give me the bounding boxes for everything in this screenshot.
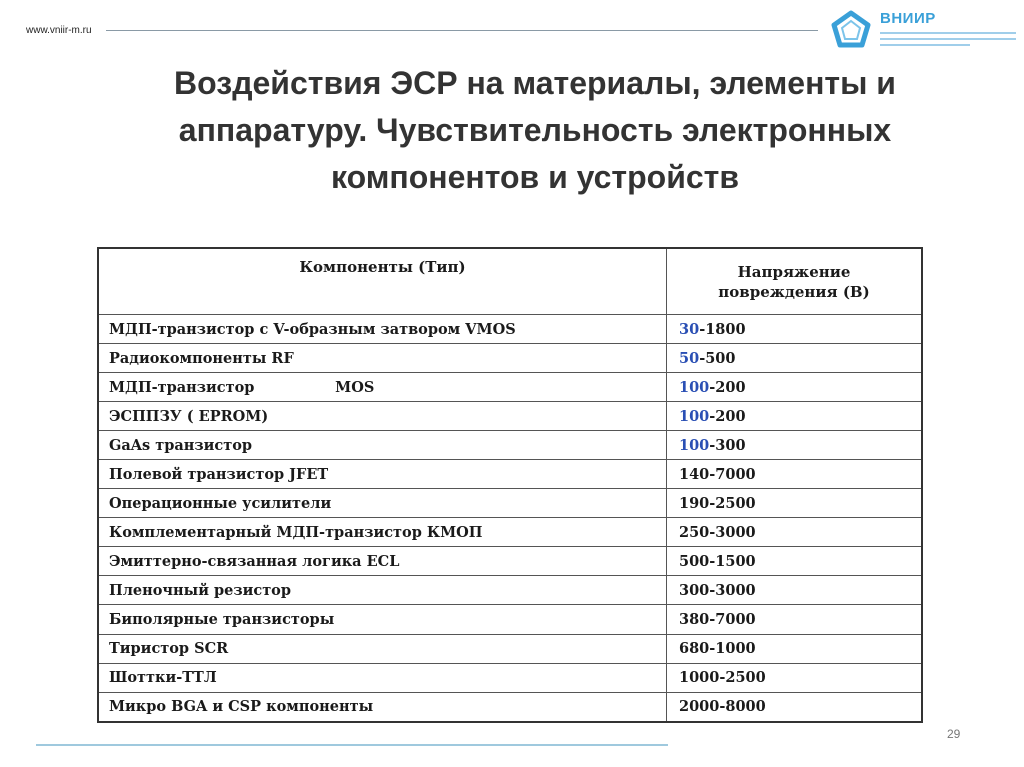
voltage-cell	[667, 692, 923, 722]
voltage-cell	[667, 489, 923, 518]
voltage-cell	[667, 547, 923, 576]
component-cell: GaAs транзистор	[98, 431, 667, 460]
component-cell: Микро BGA и CSP компоненты	[98, 692, 667, 722]
voltage-range: -200	[709, 378, 746, 396]
table-row	[98, 344, 922, 373]
header-divider	[106, 30, 818, 31]
voltage-cell	[667, 402, 923, 431]
voltage-cell	[667, 634, 923, 663]
voltage-min: 50	[679, 349, 700, 367]
logo-tagline-line	[880, 44, 970, 46]
voltage-range: 2000-8000	[679, 698, 766, 716]
component-cell: Эмиттерно-связанная логика ECL	[98, 547, 667, 576]
component-cell: Пленочный резистор	[98, 576, 667, 605]
table-row	[98, 518, 922, 547]
component-cell: Шоттки-ТТЛ	[98, 663, 667, 692]
header-voltage-line: Напряжение	[737, 262, 851, 281]
table-row	[98, 576, 922, 605]
logo-name: ВНИИР	[880, 10, 936, 27]
voltage-range: 1000-2500	[679, 669, 766, 687]
slide-title	[120, 60, 950, 201]
table-row	[98, 663, 922, 692]
voltage-cell	[667, 576, 923, 605]
logo-tagline-line	[880, 32, 1016, 34]
voltage-range: 300-3000	[679, 581, 756, 599]
voltage-range: 500-1500	[679, 552, 756, 570]
component-cell: МДП-транзистор MOS	[98, 373, 667, 402]
data-table	[97, 247, 923, 723]
voltage-cell	[667, 431, 923, 460]
header-voltage	[667, 248, 923, 315]
component-cell: Полевой транзистор JFET	[98, 460, 667, 489]
voltage-cell	[667, 344, 923, 373]
voltage-cell	[667, 373, 923, 402]
site-url[interactable]: www.vniir-m.ru	[26, 25, 92, 36]
voltage-range: -1800	[699, 320, 746, 338]
table-row	[98, 605, 922, 634]
voltage-cell	[667, 460, 923, 489]
voltage-range: 190-2500	[679, 494, 756, 512]
voltage-range: -200	[709, 407, 746, 425]
table-row	[98, 402, 922, 431]
voltage-min: 100	[679, 407, 710, 425]
table-row	[98, 460, 922, 489]
component-cell: Радиокомпоненты RF	[98, 344, 667, 373]
component-cell: ЭСППЗУ ( EPROM)	[98, 402, 667, 431]
table-row	[98, 489, 922, 518]
component-cell: Тиристор SCR	[98, 634, 667, 663]
voltage-min: 30	[679, 320, 700, 338]
component-cell: Комплементарный МДП-транзистор КМОП	[98, 518, 667, 547]
table-row	[98, 634, 922, 663]
table-row	[98, 547, 922, 576]
table-row	[98, 315, 922, 344]
logo-tagline-line	[880, 38, 1016, 40]
table-row	[98, 692, 922, 722]
voltage-cell	[667, 315, 923, 344]
vniir-logo	[828, 8, 1018, 54]
esd-sensitivity-table	[97, 247, 923, 723]
title-line: Воздействия ЭСР на материалы, элементы и	[174, 65, 896, 101]
component-cell: Операционные усилители	[98, 489, 667, 518]
page-number: 29	[947, 727, 961, 741]
voltage-min: 100	[679, 378, 710, 396]
voltage-range: -500	[699, 349, 736, 367]
voltage-range: 380-7000	[679, 610, 756, 628]
component-cell: Биполярные транзисторы	[98, 605, 667, 634]
table-header-row	[98, 248, 922, 315]
footer-divider	[36, 744, 668, 746]
component-cell: МДП-транзистор с V-образным затвором VMOS	[98, 315, 667, 344]
title-line: компонентов и устройств	[330, 159, 739, 195]
table-row	[98, 373, 922, 402]
voltage-range: -300	[709, 436, 746, 454]
logo-emblem-icon	[828, 8, 874, 54]
table-row	[98, 431, 922, 460]
voltage-min: 100	[679, 436, 710, 454]
voltage-range: 140-7000	[679, 465, 756, 483]
voltage-range: 680-1000	[679, 640, 756, 658]
voltage-cell	[667, 605, 923, 634]
voltage-cell	[667, 663, 923, 692]
title-line: аппаратуру. Чувствительность электронных	[178, 112, 892, 148]
header-voltage-line: повреждения (В)	[718, 282, 870, 301]
voltage-cell	[667, 518, 923, 547]
header-component: Компоненты (Тип)	[98, 248, 667, 315]
voltage-range: 250-3000	[679, 523, 756, 541]
